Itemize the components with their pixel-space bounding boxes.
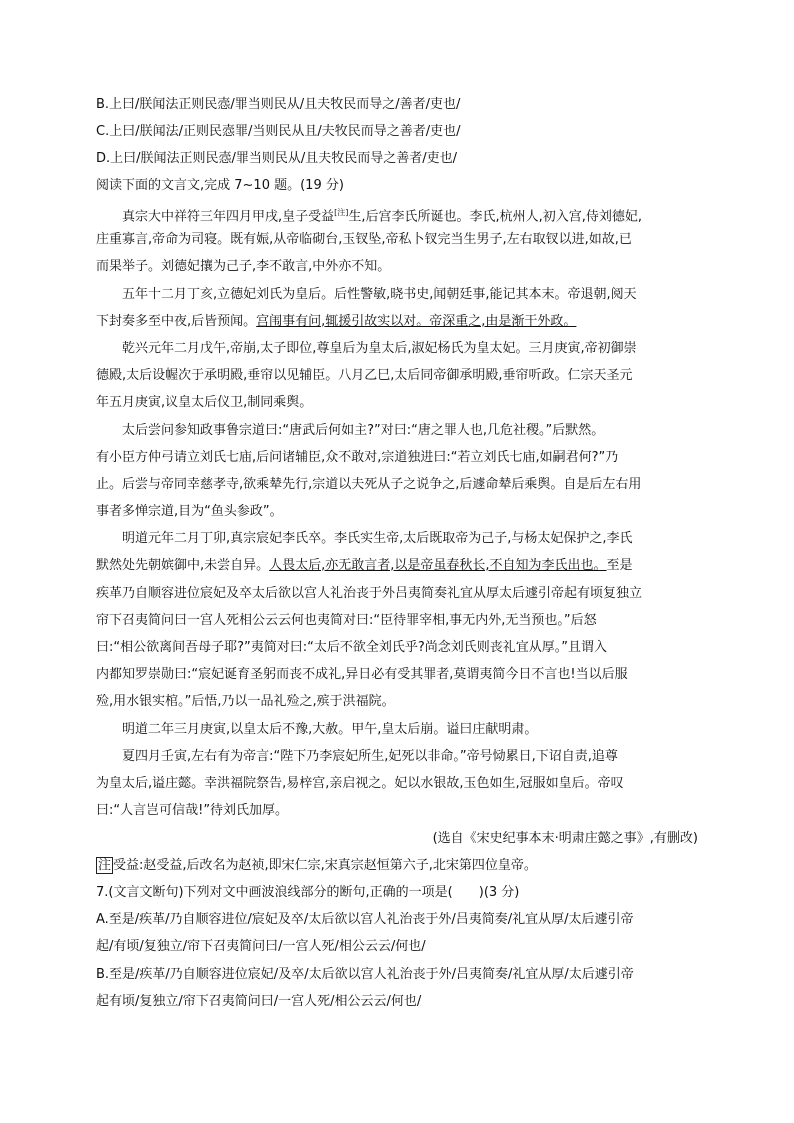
passage-p5-line6: 内都知罗崇勋曰:“宸妃诞育圣躬而丧不成礼,异日必有受其罪者,莫谓夷简今日不言也!当以后服: [96, 667, 628, 682]
instruction: 阅读下面的文言文,完成 7~10 题。(19 分): [96, 178, 344, 193]
passage-p7-line1: 夏四月壬寅,左右有为帝言:“陛下乃李宸妃所生,妃死以非命。”帝号恸累日,下诏自责,追尊: [122, 749, 618, 764]
underlined-sentence-2: 人畏太后,亦无敢言者,以是帝虽春秋长,不自知为李氏出也。: [269, 558, 607, 573]
passage-p3-line3: 年五月庚寅,议皇太后仪卫,制同乘舆。: [96, 395, 313, 410]
note-label-box: 注: [98, 858, 112, 873]
passage-p4-line2: 有小臣方仲弓请立刘氏七庙,后问诸辅臣,众不敢对,宗道独进曰:“若立刘氏七庙,如嗣君何?”乃: [96, 450, 619, 465]
passage-p5-line2: 默然处先朝嫔御中,未尝自异。人畏太后,亦无敢言者,以是帝虽春秋长,不自知为李氏出也。至是: [96, 558, 633, 573]
passage-p1-line2: 庄重寡言,帝命为司寝。既有娠,从帝临砌台,玉钗坠,帝私卜钗完当生男子,左右取钗以进,如故,已: [96, 232, 632, 247]
q7-option-a-line2: 起/有顷/复独立/帘下召夷简问曰/一宫人死/相公云云/何也/: [96, 939, 426, 954]
passage-p5-line3: 疾革乃自顺容进位宸妃及卒太后欲以宫人礼治丧于外吕夷简奏礼宜从厚太后遽引帝起有顷复独立: [96, 586, 643, 601]
annotation: 注 受益:赵受益,后改名为赵祯,即宋仁宗,宋真宗赵恒第六子,北宋第四位皇帝。: [98, 858, 537, 873]
option-d-line: D.上曰/朕闻法正则民悫/罪当则民从/且夫牧民而导之善者/吏也/: [96, 151, 458, 166]
passage-p5-line7: 殓,用水银实棺。”后悟,乃以一品礼殓之,殡于洪福院。: [96, 694, 395, 709]
q7-option-b-line1: B.至是/疾革/乃自顺容进位宸妃/及卒/太后欲以宫人礼治丧于外/吕夷简奏/礼宜从厚/太后遽引帝: [96, 967, 634, 982]
passage-p4-line4: 事者多惮宗道,目为“鱼头参政”。: [96, 504, 283, 519]
underlined-sentence-1: 宫闱事有问,辄援引故实以对。帝深重之,由是渐干外政。: [256, 314, 577, 329]
passage-p5-line5: 曰:“相公欲离间吾母子耶?”夷简对曰:“太后不欲全刘氏乎?尚念刘氏则丧礼宜从厚。”且谓入: [96, 640, 607, 655]
passage-p3-line2: 德殿,太后设幄次于承明殿,垂帘以见辅臣。八月乙巳,太后同帝御承明殿,垂帘听政。仁宗天圣元: [96, 368, 633, 383]
option-c-line: C.上曰/朕闻法/正则民悫罪/当则民从且/夫牧民而导之善者/吏也/: [96, 124, 461, 139]
passage-p4-line3: 止。后尝与帝同幸慈孝寺,欲乘辇先行,宗道以夫死从子之说争之,后遽命辇后乘舆。自是后左右用: [96, 477, 642, 492]
passage-p4-line1: 太后尝问参知政事鲁宗道曰:“唐武后何如主?”对曰:“唐之罪人也,几危社稷。”后默然。: [122, 423, 605, 438]
q7-option-b-line2: 起有顷/复独立/帘下召夷简问曰/一宫人死/相公云云/何也/: [96, 994, 422, 1009]
passage-p2-line1: 五年十二月丁亥,立德妃刘氏为皇后。后性警敏,晓书史,闻朝廷事,能记其本末。帝退朝,阅天: [122, 287, 637, 302]
question-7: 7.(文言文断句)下列对文中画波浪线部分的断句,正确的一项是( )(3 分): [96, 885, 520, 900]
passage-p1-line1: 真宗大中祥符三年四月甲戌,皇子受益[注]生,后宫李氏所诞也。李氏,杭州人,初入宫,侍刘德妃,: [122, 208, 643, 225]
source-citation: (选自《宋史纪事本末·明肃庄懿之事》,有删改): [432, 831, 698, 846]
passage-p3-line1: 乾兴元年二月戊午,帝崩,太子即位,尊皇后为皇太后,淑妃杨氏为皇太妃。三月庚寅,帝初御崇: [122, 341, 637, 356]
passage-p2-line2: 下封奏多至中夜,后皆预闻。宫闱事有问,辄援引故实以对。帝深重之,由是渐干外政。: [96, 314, 577, 329]
option-b-line: B.上曰/朕闻法正则民悫/罪当则民从/且夫牧民而导之/善者/吏也/: [96, 97, 461, 112]
passage-p1-line3: 而果举子。刘德妃攘为己子,李不敢言,中外亦不知。: [96, 259, 391, 274]
note-marker: [注]: [334, 208, 349, 217]
q7-option-a-line1: A.至是/疾革/乃自顺容进位/宸妃及卒/太后欲以宫人礼治丧于外/吕夷简奏/礼宜从厚/太后遽引帝: [96, 912, 634, 927]
passage-p7-line3: 曰:“人言岂可信哉!”待刘氏加厚。: [96, 803, 289, 818]
passage-p5-line1: 明道元年二月丁卯,真宗宸妃李氏卒。李氏实生帝,太后既取帝为己子,与杨太妃保护之,李氏: [122, 531, 633, 546]
passage-p6-line1: 明道二年三月庚寅,以皇太后不豫,大赦。甲午,皇太后崩。谥曰庄献明肃。: [122, 722, 538, 737]
passage-p7-line2: 为皇太后,谥庄懿。幸洪福院祭告,易梓宫,亲启视之。妃以水银故,玉色如生,冠服如皇后。帝叹: [96, 776, 624, 791]
passage-p5-line4: 帘下召夷简问曰一宫人死相公云云何也夷简对曰:“臣待罪宰相,事无内外,无当预也。”后怒: [96, 613, 597, 628]
